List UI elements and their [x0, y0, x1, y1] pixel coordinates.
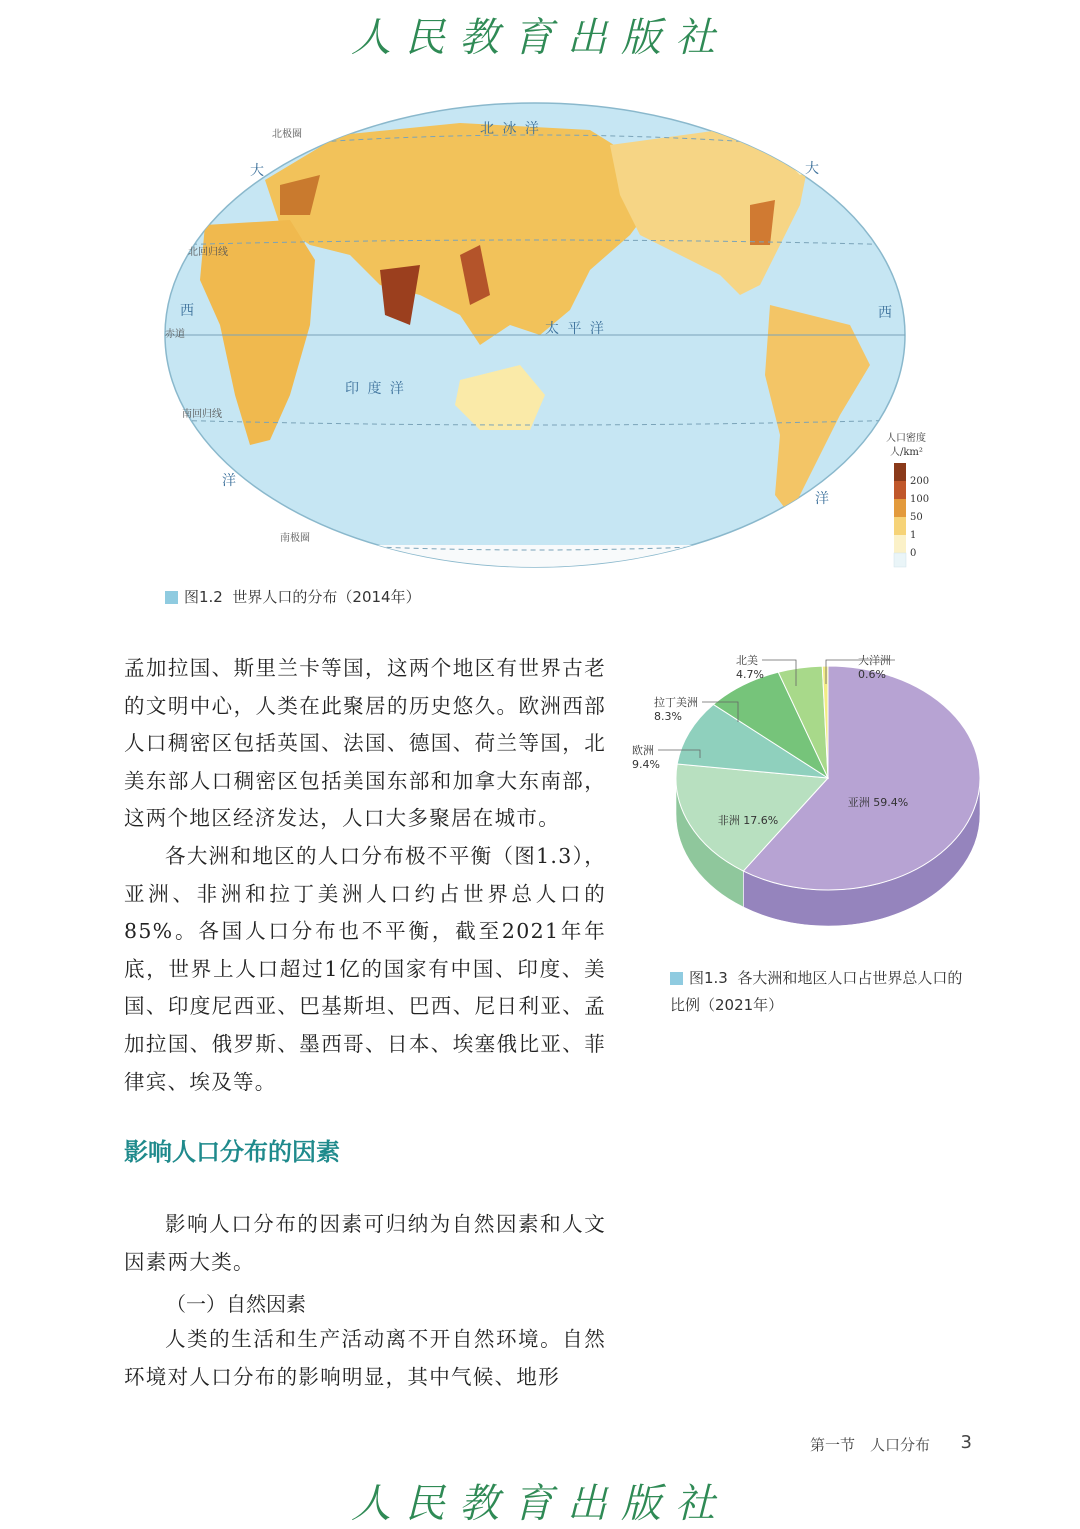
map-caption-label: 图1.2 — [184, 588, 223, 606]
pie-slice-4-name-label: 北美 — [736, 654, 758, 667]
legend-tick-1: 1 — [910, 530, 917, 541]
legend-title: 人口密度 — [886, 433, 926, 444]
subsection-title: （一）自然因素 — [166, 1292, 306, 1316]
label-indian-ocean: 印 度 洋 — [345, 381, 406, 397]
legend-swatch-5 — [894, 535, 906, 553]
legend-tick-100: 100 — [910, 494, 930, 505]
publisher-header: 人民教育出版社 — [351, 15, 729, 61]
legend-swatch-3 — [894, 499, 906, 517]
label-atlantic-right-1: 大 — [805, 161, 821, 177]
label-arctic-circle: 北极圈 — [272, 129, 302, 140]
legend-tick-50: 50 — [910, 512, 923, 523]
legend-tick-0: 0 — [910, 548, 917, 559]
map-caption — [165, 586, 421, 607]
pie-slice-2-value-label: 9.4% — [632, 758, 660, 771]
legend-swatch-2 — [894, 481, 906, 499]
label-atlantic-left-1: 大 — [250, 163, 266, 179]
pie-caption-line2: 比例（2021年） — [670, 996, 784, 1014]
pie-slice-4-value-label: 4.7% — [736, 668, 764, 681]
caption-marker-icon — [670, 972, 683, 985]
paragraph-block-3 — [124, 1321, 606, 1396]
label-tropic-capricorn: 南回归线 — [182, 409, 222, 420]
caption-marker-icon — [165, 591, 178, 604]
pie-slice-0-label: 亚洲 59.4% — [847, 796, 909, 809]
label-tropic-cancer: 北回归线 — [188, 247, 228, 258]
footer-section-name: 第一节 人口分布 — [809, 1436, 930, 1454]
legend-swatch-6 — [894, 553, 906, 567]
pie-slice-3-value-label: 8.3% — [654, 710, 682, 723]
paragraph-1: 孟加拉国、斯里兰卡等国，这两个地区有世界古老的文明中心，人类在此聚居的历史悠久。欧洲西部人口稠密区包括英国、法国、德国、荷兰等国，北美东部人口稠密区包括美国东部和加拿大东南部，这两个地区经济发达，人口大多聚居在城市。 — [124, 656, 606, 831]
legend-tick-200: 200 — [910, 476, 930, 487]
pie-slice-3-name-label: 拉丁美洲 — [654, 696, 698, 709]
pie-slice-2-name-label: 欧洲 — [632, 744, 654, 757]
map-svg — [160, 95, 930, 575]
label-equator: 赤道 — [165, 329, 185, 340]
paragraph-3: 影响人口分布的因素可归纳为自然因素和人文因素两大类。 — [124, 1212, 606, 1274]
pie-caption — [670, 965, 1000, 1019]
pie-svg — [628, 648, 998, 948]
legend-swatch-4 — [894, 517, 906, 535]
pie-caption-line1: 各大洲和地区人口占世界总人口的 — [737, 969, 963, 987]
pie-caption-label: 图1.3 — [689, 969, 728, 987]
paragraph-block-1 — [124, 650, 606, 1101]
label-atlantic-right-3: 洋 — [815, 491, 831, 507]
label-pacific-ocean: 太 平 洋 — [545, 321, 606, 337]
label-atlantic-right-2: 西 — [878, 305, 894, 321]
pie-slice-5-name-label: 大洋洲 — [858, 654, 891, 667]
label-arctic-ocean: 北 冰 洋 — [480, 121, 541, 137]
legend-unit: 人/km² — [890, 447, 923, 458]
paragraph-2: 各大洲和地区的人口分布极不平衡（图1.3），亚洲、非洲和拉丁美洲人口约占世界总人口的85%。各国人口分布也不平衡，截至2021年年底，世界上人口超过1亿的国家有中国、印度、美国、印度尼西亚、巴基斯坦、巴西、尼日利亚、孟加拉国、俄罗斯、墨西哥、日本、埃塞俄比亚、菲律宾、埃及等。 — [124, 843, 606, 1094]
paragraph-block-2 — [124, 1206, 606, 1281]
section-title: 影响人口分布的因素 — [124, 1138, 340, 1166]
continent-population-pie-chart — [628, 648, 998, 948]
pie-slice-1-label: 非洲 17.6% — [717, 814, 779, 827]
label-atlantic-left-2: 西 — [180, 303, 196, 319]
world-population-map — [160, 95, 930, 575]
publisher-footer: 人民教育出版社 — [351, 1481, 729, 1527]
footer-page-number: 3 — [960, 1432, 972, 1453]
label-atlantic-left-3: 洋 — [222, 473, 238, 489]
pie-slice-5-value-label: 0.6% — [858, 668, 886, 681]
density-legend — [878, 425, 929, 573]
legend-swatch-1 — [894, 463, 906, 481]
map-caption-text: 世界人口的分布（2014年） — [232, 588, 421, 606]
paragraph-4: 人类的生活和生产活动离不开自然环境。自然环境对人口分布的影响明显，其中气候、地形 — [124, 1327, 606, 1389]
label-antarctic-circle: 南极圈 — [280, 533, 310, 544]
